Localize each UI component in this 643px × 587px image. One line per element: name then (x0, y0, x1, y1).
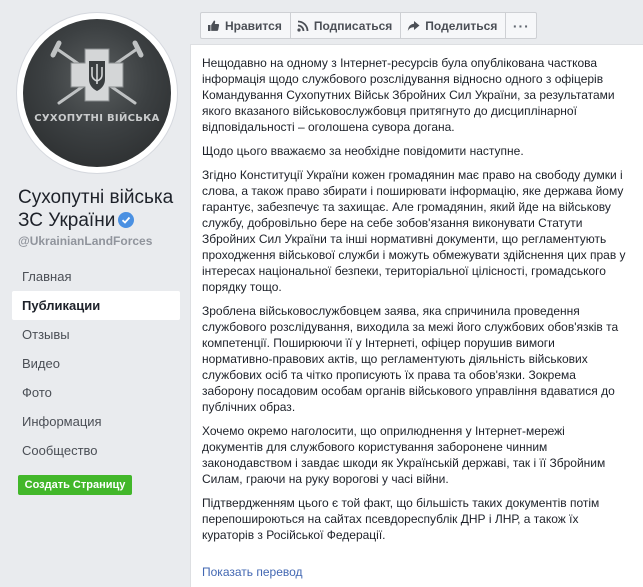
post-paragraph: Згідно Конституції України кожен громадянин має право на свободу думки і слова, а також право збирати і поширювати інформацію, яке держава йому гарантує, забезпечує та захищає. Але громадянин, який йде на військову службу, добровільно бере на себе зобов'язання виконувати Статути Збройних Сил України та інші нормативні документи, що регламентують проходження військової служби і можуть обмежувати здійснення цих прав у інтересах національної безпеки, територіальної цілісності, громадського порядку тощо. (202, 168, 626, 294)
military-emblem-icon (23, 19, 171, 167)
post-paragraph: Зроблена військовослужбовцем заява, яка спричинила проведення службового розслідування, виходила за межі його службових обов'язків та компетенції. Поширюючи її у Інтернеті, офіцер порушив вимоги нормативно-правових актів, що регламентують діяльність військових службових осіб та чітко прописують їх права та обов'язки. Зокрема заборону посадовим особам органів військового управління вдаватися до публічних образ. (202, 304, 619, 414)
nav-item-videos[interactable]: Видео (22, 356, 60, 371)
like-button[interactable] (200, 12, 291, 39)
like-button-label: Нравится (225, 18, 282, 33)
share-button[interactable] (400, 12, 506, 39)
share-button-label: Поделиться (425, 18, 498, 33)
avatar-image (23, 19, 171, 167)
page-sidebar (0, 0, 190, 587)
page-avatar[interactable] (16, 12, 178, 174)
nav-item-posts[interactable]: Публикации (12, 291, 180, 320)
create-page-button[interactable]: Создать Страницу (18, 475, 132, 495)
subscribe-button-label: Подписаться (313, 18, 393, 33)
page-action-bar (200, 12, 536, 40)
post-paragraph: Щодо цього вважаємо за необхідне повідомити наступне. (202, 144, 524, 158)
nav-item-reviews[interactable]: Отзывы (22, 327, 70, 342)
post-paragraph: Підтвердженням цього є той факт, що більшість таких документів потім перепошироються на сайтах псевдореспублік ДНР і ЛНР, а також їх кураторів з Російської Федерації. (202, 496, 600, 542)
post-paragraph: Нещодавно на одному з Інтернет-ресурсів була опублікована часткова інформація щодо службового розслідування відносно одного з офіцерів Командування Сухопутних Військ Збройних Сил України, за результатами якого вказаного військовослужбовця притягнуто до дисциплінарної відповідальності – оголошена сувора догана. (202, 56, 615, 134)
post-card (190, 44, 643, 587)
post-text (202, 55, 627, 551)
avatar-caption: СУХОПУТНІ ВІЙСЬКА (34, 113, 160, 124)
nav-item-photos[interactable]: Фото (22, 385, 52, 400)
nav-item-community[interactable]: Сообщество (22, 443, 98, 458)
rss-icon (297, 20, 309, 32)
page-title[interactable] (18, 186, 188, 232)
page-handle[interactable]: @UkrainianLandForces (18, 234, 153, 248)
verified-badge-icon (118, 212, 134, 228)
thumbs-up-icon (207, 19, 220, 32)
share-arrow-icon (407, 20, 420, 32)
page-title-text[interactable]: Сухопутні війська ЗС України (18, 187, 174, 231)
show-translation-link[interactable]: Показать перевод (202, 565, 303, 579)
subscribe-button[interactable] (290, 12, 401, 39)
nav-item-about[interactable]: Информация (22, 414, 102, 429)
post-paragraph: Хочемо окремо наголосити, що оприлюднення у Інтернет-мережі документів для службового користування заборонене чинним законодавством і завдає шкоди як Українській державі, так і її Збройним Силам, граючи на руку ворогові у часі війни. (202, 424, 606, 486)
more-options-button[interactable]: ··· (505, 12, 537, 39)
nav-item-home[interactable]: Главная (22, 269, 72, 284)
page-nav (12, 262, 180, 465)
